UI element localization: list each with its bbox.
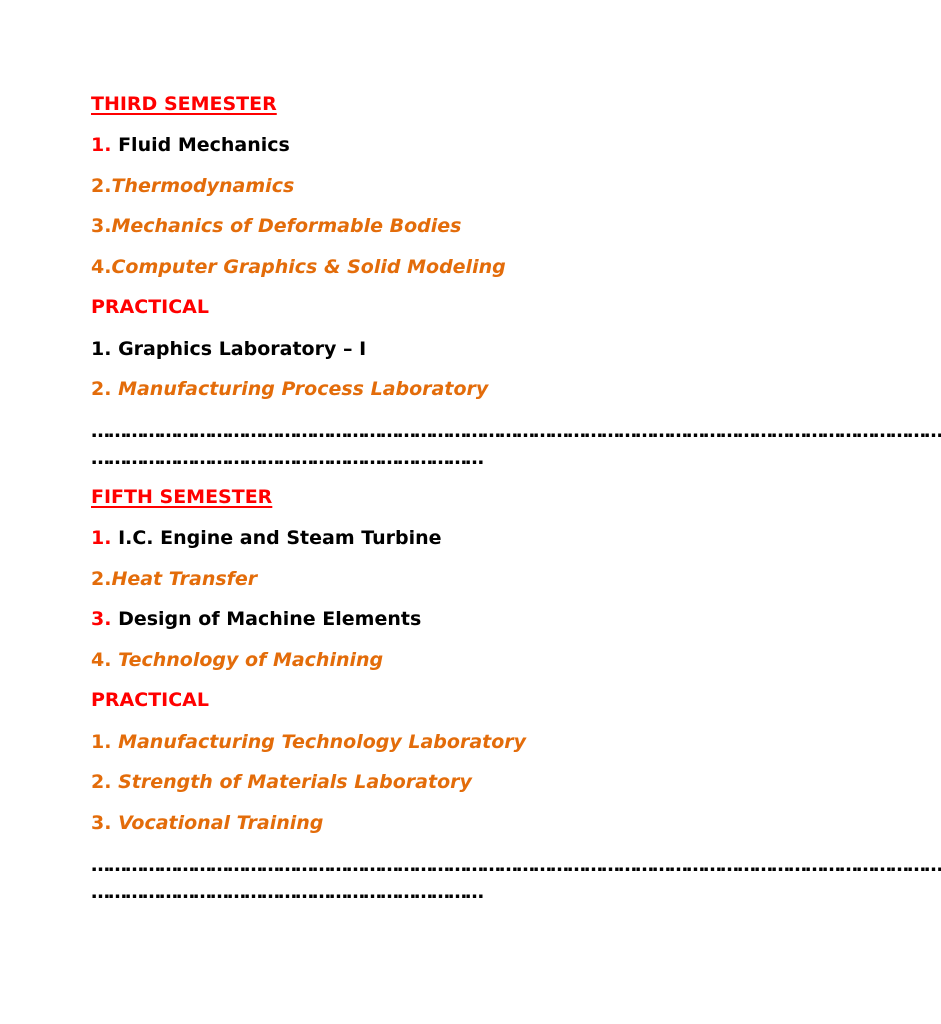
item-title: Vocational Training (118, 812, 324, 834)
practical-item (91, 377, 488, 401)
item-number: 3. (91, 215, 112, 237)
practical-item (91, 730, 526, 754)
item-number: 4. (91, 649, 112, 671)
item-number: 2. (91, 568, 112, 590)
subject-item (91, 133, 290, 157)
item-title: Fluid Mechanics (118, 134, 290, 156)
item-number: 4. (91, 256, 112, 278)
item-number: 1. (91, 338, 112, 360)
item-number: 2. (91, 378, 112, 400)
subject-item (91, 648, 383, 672)
item-number: 3. (91, 608, 112, 630)
item-number: 2. (91, 771, 112, 793)
practical-heading: PRACTICAL (91, 296, 209, 318)
practical-item (91, 770, 472, 794)
item-number: 2. (91, 175, 112, 197)
practical-item (91, 337, 366, 361)
item-title: Thermodynamics (111, 175, 295, 197)
subject-item (91, 526, 442, 550)
item-number: 3. (91, 812, 112, 834)
subject-item (91, 607, 421, 631)
item-title: Manufacturing Process Laboratory (118, 378, 489, 400)
practical-item (91, 811, 323, 835)
item-title: Mechanics of Deformable Bodies (111, 215, 462, 237)
item-title: Computer Graphics & Solid Modeling (111, 256, 506, 278)
item-title: I.C. Engine and Steam Turbine (118, 527, 442, 549)
subject-item (91, 255, 506, 279)
item-title: Manufacturing Technology Laboratory (118, 731, 527, 753)
subject-item (91, 174, 294, 198)
dotted-separator: …………………………………………………………………………………………………………………………………… (91, 420, 941, 442)
dotted-separator: …………………………………………………………………………………………………………………………………… (91, 854, 941, 876)
item-title: Technology of Machining (118, 649, 384, 671)
dotted-separator: …………………………………………………………… (91, 881, 482, 903)
section-heading-third-semester: THIRD SEMESTER (91, 93, 277, 115)
subject-item (91, 214, 461, 238)
dotted-separator: …………………………………………………………… (91, 447, 482, 469)
section-heading-fifth-semester: FIFTH SEMESTER (91, 486, 273, 508)
item-title: Strength of Materials Laboratory (118, 771, 472, 793)
item-number: 1. (91, 134, 112, 156)
item-title: Design of Machine Elements (118, 608, 422, 630)
item-title: Heat Transfer (111, 568, 258, 590)
item-number: 1. (91, 731, 112, 753)
item-title: Graphics Laboratory – I (118, 338, 367, 360)
practical-heading: PRACTICAL (91, 689, 209, 711)
subject-item (91, 567, 257, 591)
item-number: 1. (91, 527, 112, 549)
